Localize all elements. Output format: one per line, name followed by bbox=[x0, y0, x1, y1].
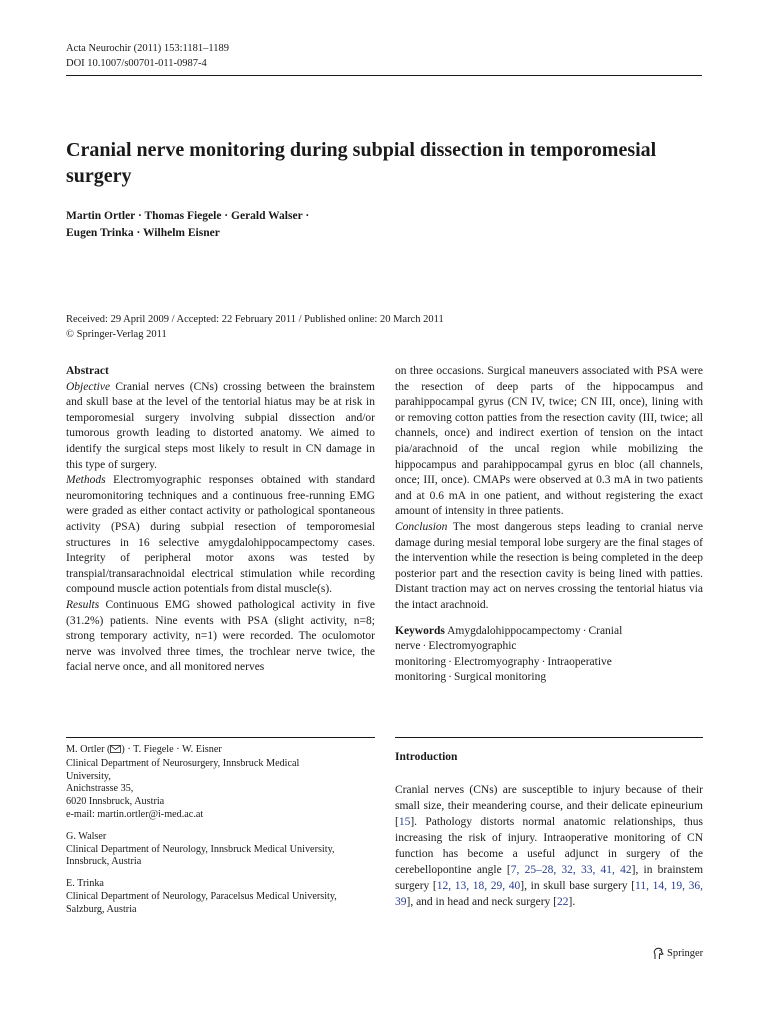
objective-label: Objective bbox=[66, 380, 111, 393]
citation-link[interactable]: 12, 13, 18, 29, 40 bbox=[436, 880, 521, 892]
introduction-heading: Introduction bbox=[395, 751, 458, 763]
keyword-item: Surgical monitoring bbox=[453, 671, 547, 684]
citation-link[interactable]: 15 bbox=[398, 816, 411, 828]
article-title: Cranial nerve monitoring during subpial dissection in temporomesial surgery bbox=[66, 139, 657, 187]
keywords: Keywords Amygdalohippocampectomy · Cranial nerve · Electromyographic monitoring · Electromyography · Intraoperative monitoring · Surgical monitoring bbox=[395, 624, 623, 684]
results-text-left: Continuous EMG showed pathological activity in five (31.2%) patients. Nine events with PSA (slight activity, n=8; strong temporary activity, n=1) were recorded. The oculomotor nerve was involved three times, the trochlear nerve twice, the facial nerve once, and all monitored nerves bbox=[66, 598, 375, 674]
authors-line-1: Martin Ortler · Thomas Fiegele · Gerald Walser · bbox=[66, 210, 310, 222]
citation-link[interactable]: 11, 14, 19, 36, 39 bbox=[395, 880, 704, 908]
keyword-item: Intraoperative monitoring bbox=[395, 655, 612, 684]
abstract-right-column bbox=[395, 364, 703, 686]
results-text-right: on three occasions. Surgical maneuvers associated with PSA were the resection of deep parts of the hippocampus and parahippocampal gyrus (CN IV, twice; CN III, once), lining with or removing cotton patties from the resection cavity (III, twice; all channels, once) and indirect exertion of tension on the intact pia/arachnoid of the uncal region while mobilizing the hippocampus and parahippocampal gyrus en bloc (all channels, once; III, once). CMAPs were observed at 0.3 mA in two patients and at 0.6 mA in one patient, and without registering the exact amount of intensity in three patients. bbox=[395, 365, 703, 518]
header-rule bbox=[66, 75, 702, 76]
affiliation-street: Anichstrasse 35, bbox=[66, 783, 134, 795]
affiliation-walser bbox=[66, 831, 375, 869]
doi[interactable]: DOI 10.1007/s00701-011-0987-4 bbox=[66, 58, 207, 69]
abstract-results bbox=[66, 598, 375, 676]
abstract-left-column bbox=[66, 364, 375, 676]
keyword-item: Cranial nerve bbox=[395, 624, 623, 653]
affiliation-city: Innsbruck, Austria bbox=[66, 856, 142, 868]
objective-text: Cranial nerves (CNs) crossing between the brainstem and skull base at the level of the tentorial hiatus may be at risk in temporomesial surgery involving subpial dissection and/or tumorous growth leading to distorted anatomy. We aimed to identify the surgical steps most likely to result in CN damage in this type of surgery. bbox=[66, 380, 375, 471]
springer-horse-icon bbox=[652, 947, 664, 960]
abstract-heading: Abstract bbox=[66, 365, 109, 377]
keywords-label: Keywords bbox=[395, 624, 445, 637]
abstract-conclusion bbox=[395, 520, 703, 614]
affiliation-names: E. Trinka bbox=[66, 878, 104, 890]
methods-label: Methods bbox=[66, 474, 106, 487]
affiliation-city: 6020 Innsbruck, Austria bbox=[66, 796, 165, 808]
copyright: © Springer-Verlag 2011 bbox=[66, 329, 167, 340]
journal-header bbox=[66, 41, 229, 71]
conclusion-label: Conclusion bbox=[395, 520, 448, 533]
abstract-methods bbox=[66, 473, 375, 598]
keyword-item: Electromyographic monitoring bbox=[395, 640, 517, 668]
affiliation-city: Salzburg, Austria bbox=[66, 903, 137, 915]
introduction-rule bbox=[395, 737, 703, 738]
publisher-name: Springer bbox=[667, 948, 704, 959]
affiliation-dept: Clinical Department of Neurology, Innsbruck Medical University, bbox=[66, 843, 335, 855]
affiliation-dept: Clinical Department of Neurology, Paracelsus Medical University, bbox=[66, 890, 337, 902]
affiliation-email[interactable]: e-mail: martin.ortler@i-med.ac.at bbox=[66, 808, 204, 820]
affiliation-names: M. Ortler ( ) · T. Fiegele · W. Eisner bbox=[66, 744, 375, 758]
affiliation-rule bbox=[66, 737, 375, 738]
affiliation-names: G. Walser bbox=[66, 830, 107, 842]
journal-citation: Acta Neurochir (2011) 153:1181–1189 bbox=[66, 43, 230, 54]
keyword-item: Amygdalohippocampectomy bbox=[447, 624, 581, 637]
citation-link[interactable]: 7, 25–28, 32, 33, 41, 42 bbox=[510, 864, 632, 876]
author-list bbox=[66, 208, 406, 242]
conclusion-text: The most dangerous steps leading to cranial nerve damage during mesial temporal lobe surgery are the final stages of the intervention while the resection is being completed in the deep posterior part and the resection cavity is being lined with patties. Distant traction may act on nerves crossing the tentorial hiatus via the intact arachnoid. bbox=[395, 520, 703, 611]
methods-text: Electromyographic responses obtained with standard neuromonitoring techniques and a continuous free-running EMG were graded as either contact activity or pathological spontaneous activity (PSA) during subpial resection of temporomesial structures in 16 selective amygdalohippocampectomy cases. Integrity of peripheral motor axons was tested by transpial/transarachnoidal electrical stimulation while recording compound muscle action potentials from distal muscle(s). bbox=[66, 474, 375, 596]
envelope-icon[interactable] bbox=[110, 745, 121, 758]
publication-dates bbox=[66, 312, 686, 342]
citation-link[interactable]: 22 bbox=[557, 896, 569, 908]
results-label: Results bbox=[66, 598, 100, 611]
affiliation-trinka bbox=[66, 878, 375, 916]
authors-line-2: Eugen Trinka · Wilhelm Eisner bbox=[66, 227, 220, 239]
received-dates: Received: 29 April 2009 / Accepted: 22 February 2011 / Published online: 20 March 2011 bbox=[66, 314, 444, 325]
introduction-text: Cranial nerves (CNs) are susceptible to injury because of their small size, their meandering course, and their delicate epineurium [15]. Pathology distorts normal anatomic relationships, thus increasing the risk of injury. Intraoperative monitoring of CN function has become a useful adjunct in surgery of the cerebellopontine angle [7, 25–28, 32, 33, 41, 42], in brainstem surgery [12, 13, 18, 29, 40], in skull base surgery [11, 14, 19, 36, 39], and in head and neck surgery [22]. bbox=[395, 784, 704, 908]
springer-logo bbox=[652, 947, 703, 960]
affiliation-dept: Clinical Department of Neurosurgery, Innsbruck Medical bbox=[66, 757, 300, 769]
abstract-objective bbox=[66, 380, 375, 474]
affiliation-ortler bbox=[66, 744, 375, 822]
affiliations bbox=[66, 744, 375, 926]
affiliation-uni: University, bbox=[66, 770, 111, 782]
keyword-item: Electromyography bbox=[453, 655, 540, 668]
